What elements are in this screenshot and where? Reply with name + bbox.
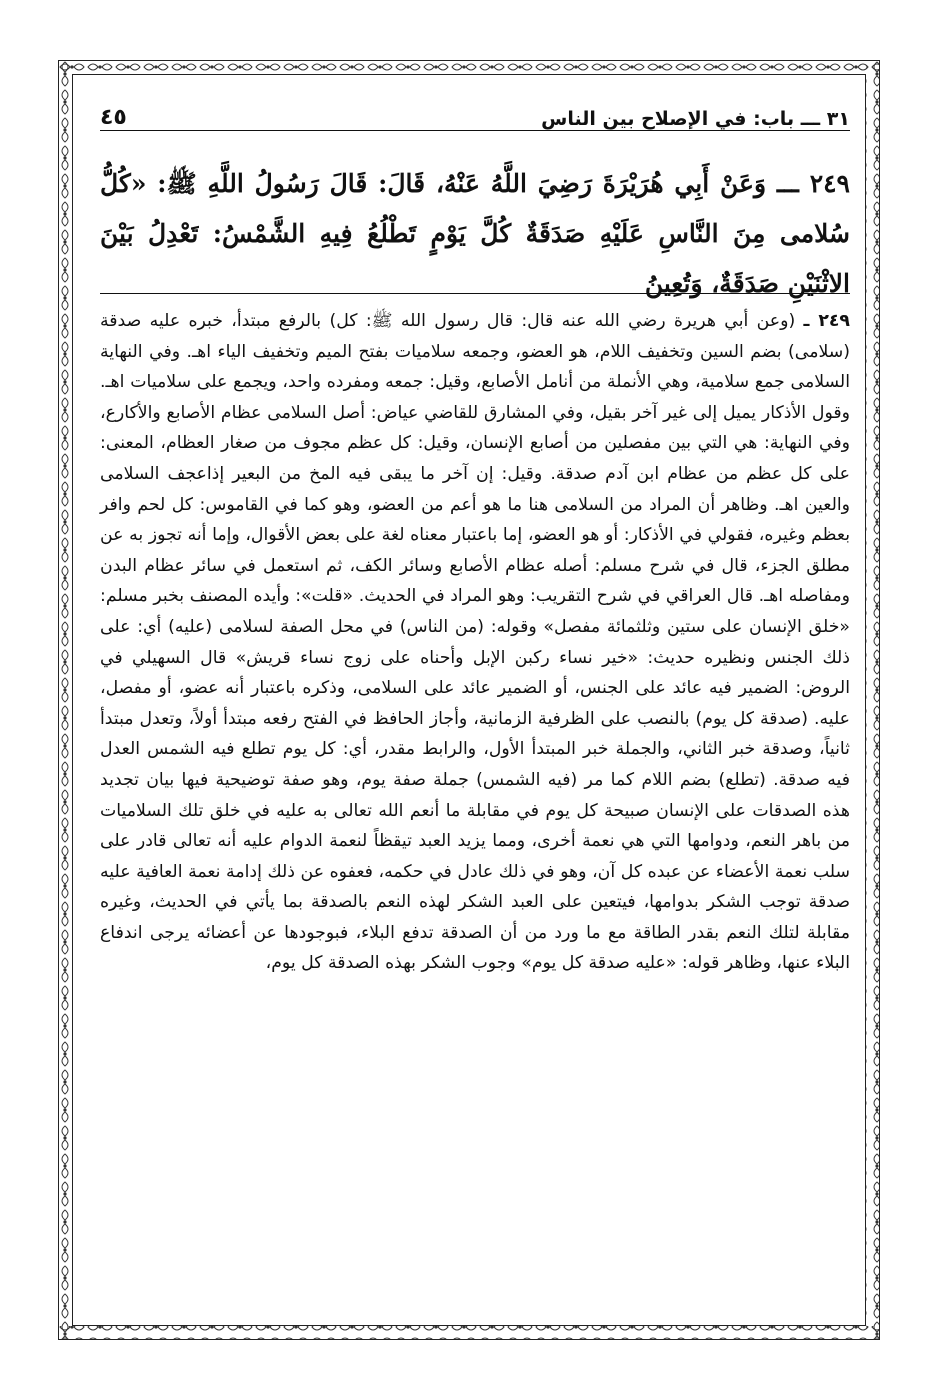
hadith-number: ٢٤٩ ـــ [776, 169, 850, 198]
chapter-title: ٣١ ـــ باب: في الإصلاح بين الناس [541, 108, 850, 130]
hadith-text-block [100, 159, 850, 298]
page-number: ٤٥ [100, 105, 127, 130]
page-content [100, 96, 850, 1326]
commentary-number: ٢٤٩ ـ [803, 311, 850, 331]
hadith-text: وَعَنْ أَبِي هُرَيْرَةَ رَضِيَ اللَّهُ عَنْهُ، قَالَ: قَالَ رَسُولُ اللَّهِ ﷺ: «كُلُّ سُلامى مِنَ النَّاسِ عَلَيْهِ صَدَقَةٌ كُلَّ يَوْمٍ تَطْلُعُ فِيهِ الشَّمْسُ: تَعْدِلُ بَيْنَ الاثْنَيْنِ صَدَقَةٌ، وَتُعِينُ [100, 169, 850, 298]
commentary-block [100, 306, 850, 1306]
commentary-paragraph [100, 306, 850, 979]
running-header [100, 96, 850, 131]
commentary-text: (وعن أبي هريرة رضي الله عنه قال: قال رسول الله ﷺ: كل) بالرفع مبتدأ، خبره عليه صدقة (سلامى) بضم السين وتخفيف اللام، هو العضو، وجمعه سلاميات بفتح الميم وتخفيف الياء اهـ. وفي النهاية السلامى جمع سلامية، وهي الأنملة من أنامل الأصابع، وقيل: جمعه ومفرده واحد، ويجمع على سلاميات اهـ. وقول الأذكار يميل إلى غير آخر بقيل، وفي المشارق للقاضي عياض: أصل السلامى عظام الأصابع والأكارع، وفي النهاية: هي التي بين مفصلين من أصابع الإنسان، وقيل: كل عظم مجوف من صغار العظام، المعنى: على كل عظم من عظام ابن آدم صدقة. وقيل: إن آخر ما يبقى فيه المخ من البعير إذاعجف السلامى والعين اهـ. وظاهر أن المراد من السلامى هنا ما هو أعم من العضو، وهو كما في القاموس: كل لحم وافر بعظم وغيره، فقولي في الأذكار: أو هو العضو، إما باعتبار معناه لغة على بعض الأقوال، وإما أنه تجوز به عن مطلق الجزء، قال في شرح مسلم: أصله عظام الأصابع وسائر الكف، ثم استعمل في سائر عظام البدن ومفاصله اهـ. قال العراقي في شرح التقريب: وهو المراد في الحديث. «قلت»: وأيده المصنف بخبر مسلم: «خلق الإنسان على ستين وثلثمائة مفصل» وقوله: (من الناس) في محل الصفة لسلامى (عليه) أي: على ذلك الجنس ونظيره حديث: «خير نساء ركبن الإبل وأحناه على زوج نساء قريش» قال السهيلي في الروض: الضمير فيه عائد على الجنس، أو الضمير عائد على السلامى، وذكره باعتبار أنه عضو، أو مفصل، عليه. (صدقة كل يوم) بالنصب على الظرفية الزمانية، وأجاز الحافظ في الفتح رفعه مبتدأ أولاً، وتعدل مبتدأ ثانياً، وصدقة خبر الثاني، والجملة خبر المبتدأ الأول، والرابط مقدر، أي: كل يوم تطلع فيه الشمس العدل فيه صدقة. (تطلع) بضم اللام كما مر (فيه الشمس) جملة صفة يوم، وهو صفة توضيحية فيها بيان تجديد هذه الصدقات على الإنسان صبيحة كل يوم في مقابلة ما أنعم الله تعالى به عليه في خلق تلك السلاميات من باهر النعم، ودوامها التي هي نعمة أخرى، ومما يزيد العبد تيقظاً لنعمة الدوام عليه أنه تعالى قادر على سلب نعمة الأعضاء عن عبده كل آن، وهو في ذلك عادل في حكمه، فعفوه عن ذلك إدامة نعمة العافية عليه صدقة توجب الشكر بدوامها، فيتعين على العبد الشكر لهذه النعم بالصدقة بما يأتي في الحديث، وغيره مقابلة لتلك النعم بقدر الطاقة مع ما ورد من أن الصدقة تدفع البلاء، فبوجودها عن أعضائه يرجى اندفاع البلاء عنها، وظاهر قوله: «عليه صدقة كل يوم» وجوب الشكر بهذه الصدقة كل يوم، [100, 311, 850, 974]
